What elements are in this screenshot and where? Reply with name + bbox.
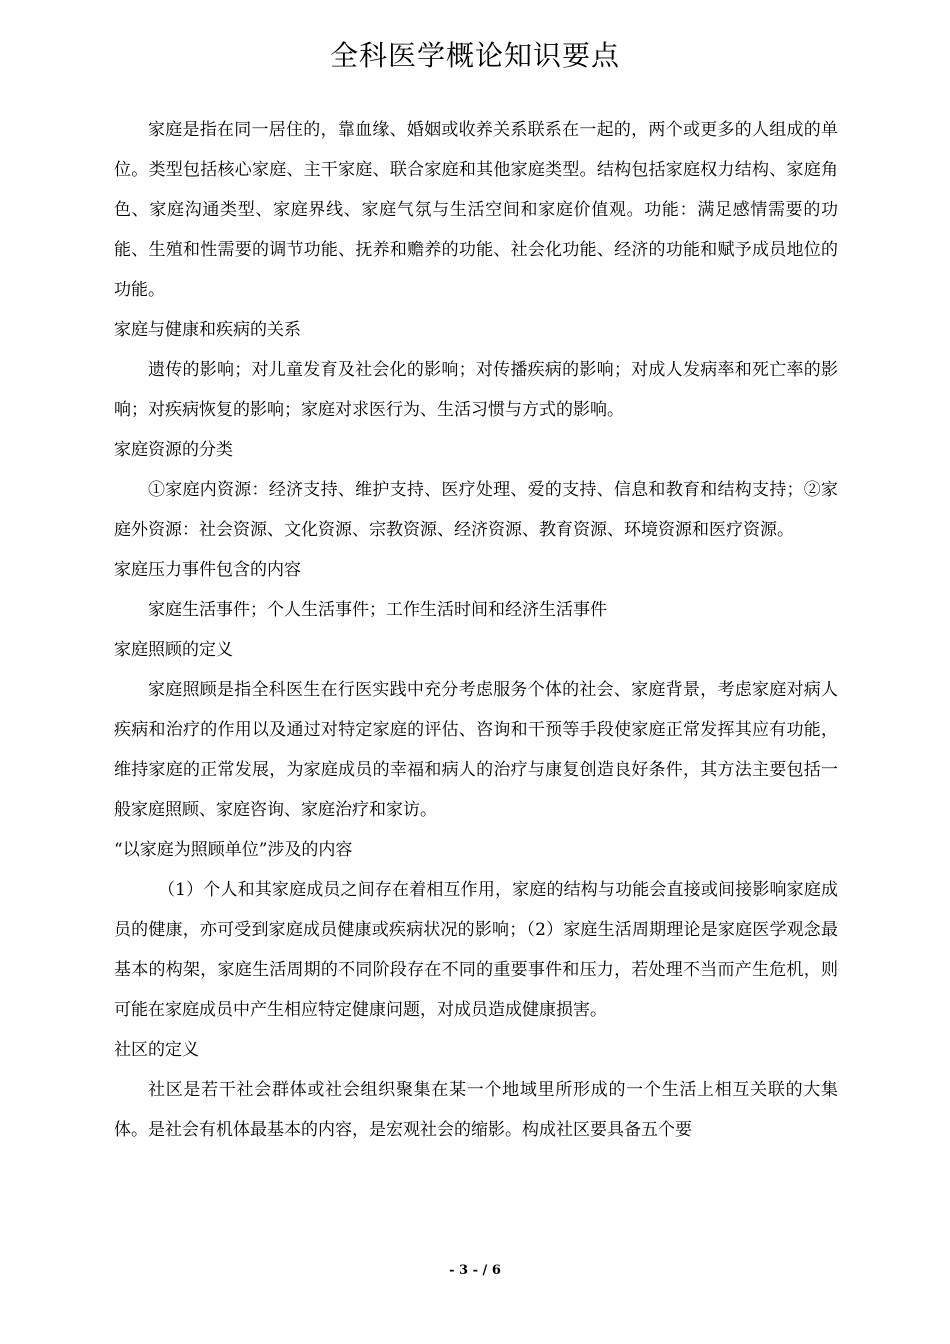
heading-community-definition: 社区的定义 <box>114 1040 199 1060</box>
heading-family-resources: 家庭资源的分类 <box>114 440 233 460</box>
heading-family-as-care-unit: “以家庭为照顾单位”涉及的内容 <box>114 840 353 860</box>
page-number: - 3 - / 6 <box>449 1263 501 1278</box>
paragraph-family-resources: ①家庭内资源：经济支持、维护支持、医疗处理、爱的支持、信息和教育和结构支持；②家庭外资源：社会资源、文化资源、宗教资源、经济资源、教育资源、环境资源和医疗资源。 <box>114 480 838 540</box>
paragraph-family-definition: 家庭是指在同一居住的，靠血缘、婚姻或收养关系联系在一起的，两个或更多的人组成的单位。类型包括核心家庭、主干家庭、联合家庭和其他家庭类型。结构包括家庭权力结构、家庭角色、家庭沟通类型、家庭界线、家庭气氛与生活空间和家庭价值观。功能：满足感情需要的功能、生殖和性需要的调节功能、抚养和赡养的功能、社会化功能、经济的功能和赋予成员地位的功能。 <box>114 120 838 300</box>
paragraph-family-as-care-unit: （1）个人和其家庭成员之间存在着相互作用，家庭的结构与功能会直接或间接影响家庭成员的健康，亦可受到家庭成员健康或疾病状况的影响；（2）家庭生活周期理论是家庭医学观念最基本的构架，家庭生活周期的不同阶段存在不同的重要事件和压力，若处理不当而产生危机，则可能在家庭成员中产生相应特定健康问题，对成员造成健康损害。 <box>114 880 838 1020</box>
heading-family-stress-events: 家庭压力事件包含的内容 <box>114 560 301 580</box>
paragraph-community-definition: 社区是若干社会群体或社会组织聚集在某一个地域里所形成的一个生活上相互关联的大集体。是社会有机体最基本的内容，是宏观社会的缩影。构成社区要具备五个要 <box>114 1080 838 1140</box>
page-title: 全科医学概论知识要点 <box>329 39 620 72</box>
paragraph-family-stress-events: 家庭生活事件；个人生活事件；工作生活时间和经济生活事件 <box>148 600 607 620</box>
document-body <box>114 110 838 1150</box>
heading-family-health-relation: 家庭与健康和疾病的关系 <box>114 320 301 340</box>
heading-family-care-definition: 家庭照顾的定义 <box>114 640 233 660</box>
paragraph-family-care-definition: 家庭照顾是指全科医生在行医实践中充分考虑服务个体的社会、家庭背景，考虑家庭对病人疾病和治疗的作用以及通过对特定家庭的评估、咨询和干预等手段使家庭正常发挥其应有功能，维持家庭的正常发展，为家庭成员的幸福和病人的治疗与康复创造良好条件，其方法主要包括一般家庭照顾、家庭咨询、家庭治疗和家访。 <box>114 680 838 820</box>
paragraph-family-health-relation: 遗传的影响；对儿童发育及社会化的影响；对传播疾病的影响；对成人发病率和死亡率的影响；对疾病恢复的影响；家庭对求医行为、生活习惯与方式的影响。 <box>114 360 838 420</box>
